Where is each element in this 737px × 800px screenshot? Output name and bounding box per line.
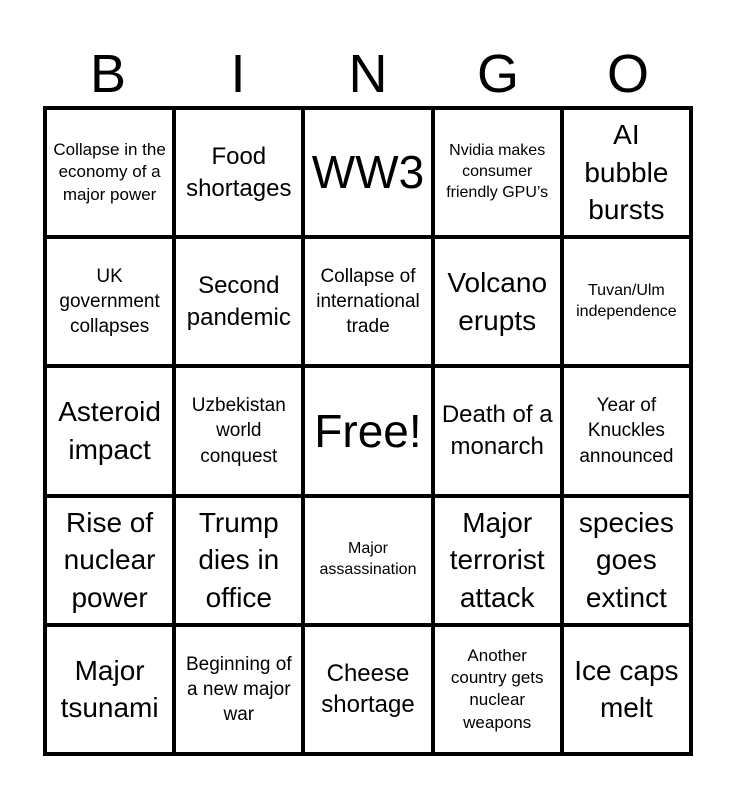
bingo-cell[interactable] — [433, 496, 562, 625]
bingo-cell[interactable] — [174, 496, 303, 625]
cell-text: Second pandemic — [186, 272, 291, 331]
header-letter-o: O — [606, 44, 649, 104]
header-letter-n: N — [348, 44, 388, 104]
cell-text: UK government collapses — [59, 266, 160, 338]
bingo-cell[interactable] — [433, 366, 562, 495]
cell-text: Asteroid impact — [58, 396, 161, 465]
cell-text: AI bubble bursts — [584, 118, 669, 226]
free-space-text: Free! — [314, 404, 422, 457]
bingo-cell[interactable] — [433, 237, 562, 366]
bingo-cell[interactable] — [45, 625, 174, 754]
cell-text: Major tsunami — [60, 654, 159, 724]
bingo-cell[interactable] — [433, 625, 562, 754]
bingo-cell[interactable] — [174, 237, 303, 366]
cell-text: Collapse of international trade — [316, 266, 420, 338]
bingo-cell[interactable] — [303, 108, 432, 237]
bingo-cell[interactable] — [562, 496, 691, 625]
cell-text: Major assassination — [319, 540, 417, 579]
bingo-cell[interactable] — [562, 108, 691, 237]
bingo-cell[interactable] — [303, 496, 432, 625]
header-letter-g: G — [476, 44, 519, 104]
bingo-cell[interactable] — [303, 237, 432, 366]
bingo-cell[interactable] — [433, 108, 562, 237]
bingo-cell[interactable] — [174, 625, 303, 754]
cell-text: Death of a monarch — [441, 401, 553, 460]
header-letter-i: I — [230, 44, 246, 104]
bingo-cell[interactable] — [562, 237, 691, 366]
bingo-cell[interactable] — [45, 496, 174, 625]
cell-text: Another country gets nuclear weapons — [450, 645, 544, 732]
cell-text: Beginning of a new major war — [185, 653, 292, 725]
bingo-cell[interactable] — [174, 366, 303, 495]
cell-text: Year of Knuckles announced — [579, 395, 674, 467]
bingo-cell[interactable] — [45, 366, 174, 495]
bingo-cell[interactable] — [45, 108, 174, 237]
cell-text: Ice caps melt — [574, 654, 679, 724]
cell-text: Trump dies in office — [198, 506, 280, 614]
cell-text: species goes extinct — [578, 506, 674, 614]
bingo-cell[interactable] — [562, 366, 691, 495]
cell-text: Major terrorist attack — [449, 506, 545, 614]
cell-text: Cheese shortage — [321, 659, 415, 719]
bingo-cell[interactable] — [562, 625, 691, 754]
cell-text: Nvidia makes consumer friendly GPU’s — [446, 142, 549, 201]
cell-text: Tuvan/Ulm independence — [576, 281, 677, 320]
bingo-cell[interactable] — [303, 625, 432, 754]
bingo-board — [43, 106, 693, 756]
cell-text: Uzbekistan world conquest — [191, 395, 286, 467]
cell-text: Rise of nuclear power — [63, 506, 156, 614]
header-letter-b: B — [89, 44, 127, 104]
free-space-cell[interactable] — [303, 366, 432, 495]
cell-text: Volcano erupts — [447, 266, 548, 336]
cell-text: WW3 — [311, 146, 425, 199]
cell-text: Collapse in the economy of a major power — [53, 139, 166, 204]
bingo-cell[interactable] — [174, 108, 303, 237]
bingo-cell[interactable] — [45, 237, 174, 366]
bingo-header — [43, 38, 693, 108]
cell-text: Food shortages — [186, 142, 292, 202]
